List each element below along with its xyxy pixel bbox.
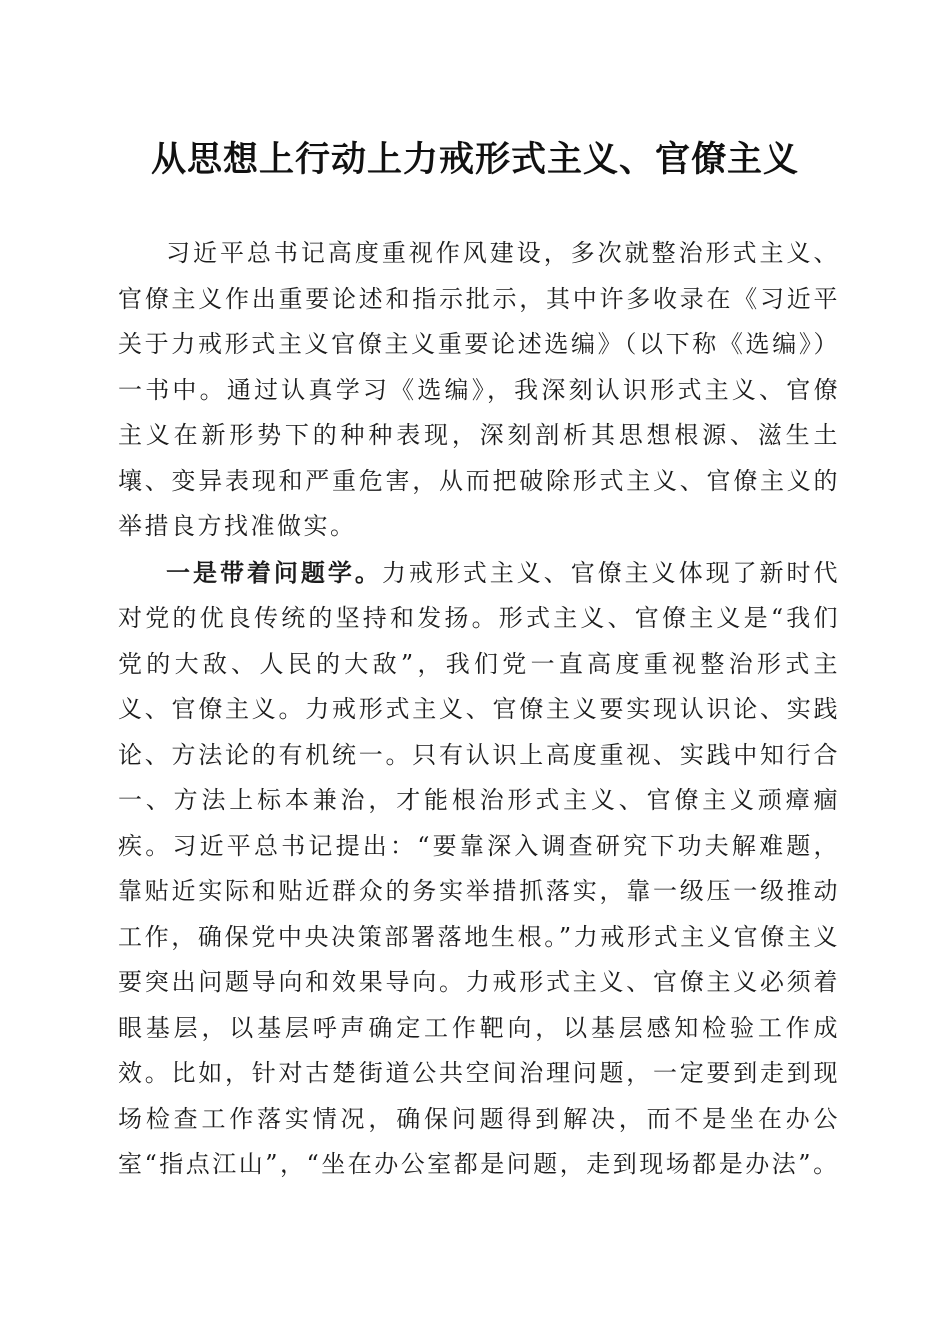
paragraph-intro <box>118 231 840 550</box>
paragraph-text: 习近平总书记高度重视作风建设，多次就整治形式主义、官僚主义作出重要论述和指示批示，其中许多收录在《习近平关于力戒形式主义官僚主义重要论述选编》（以下称《选编》）一书中。通过认真学习《选编》，我深刻认识形式主义、官僚主义在新形势下的种种表现，深刻剖析其思想根源、滋生土壤、变异表现和严重危害，从而把破除形式主义、官僚主义的举措良方找准做实。 <box>118 239 840 540</box>
document-body <box>118 231 840 1188</box>
paragraph-text: 力戒形式主义、官僚主义体现了新时代对党的优良传统的坚持和发扬。形式主义、官僚主义是“我们党的大敌、人民的大敌”，我们党一直高度重视整治形式主义、官僚主义。力戒形式主义、官僚主义要实现认识论、实践论、方法论的有机统一。只有认识上高度重视、实践中知行合一、方法上标本兼治，才能根治形式主义、官僚主义顽瘴痼疾。习近平总书记提出：“要靠深入调查研究下功夫解难题，靠贴近实际和贴近群众的务实举措抓落实，靠一级压一级推动工作，确保党中央决策部署落地生根。”力戒形式主义官僚主义要突出问题导向和效果导向。力戒形式主义、官僚主义必须着眼基层，以基层呼声确定工作靶向，以基层感知检验工作成效。比如，针对古楚街道公共空间治理问题，一定要到走到现场检查工作落实情况，确保问题得到解决，而不是坐在办公室“指点江山”，“坐在办公室都是问题，走到现场都是办法”。 <box>118 558 841 1178</box>
paragraph-lead-heading: 一是带着问题学。 <box>166 557 382 587</box>
document-title: 从思想上行动上力戒形式主义、官僚主义 <box>150 140 799 180</box>
paragraph-point-one <box>118 550 840 1188</box>
